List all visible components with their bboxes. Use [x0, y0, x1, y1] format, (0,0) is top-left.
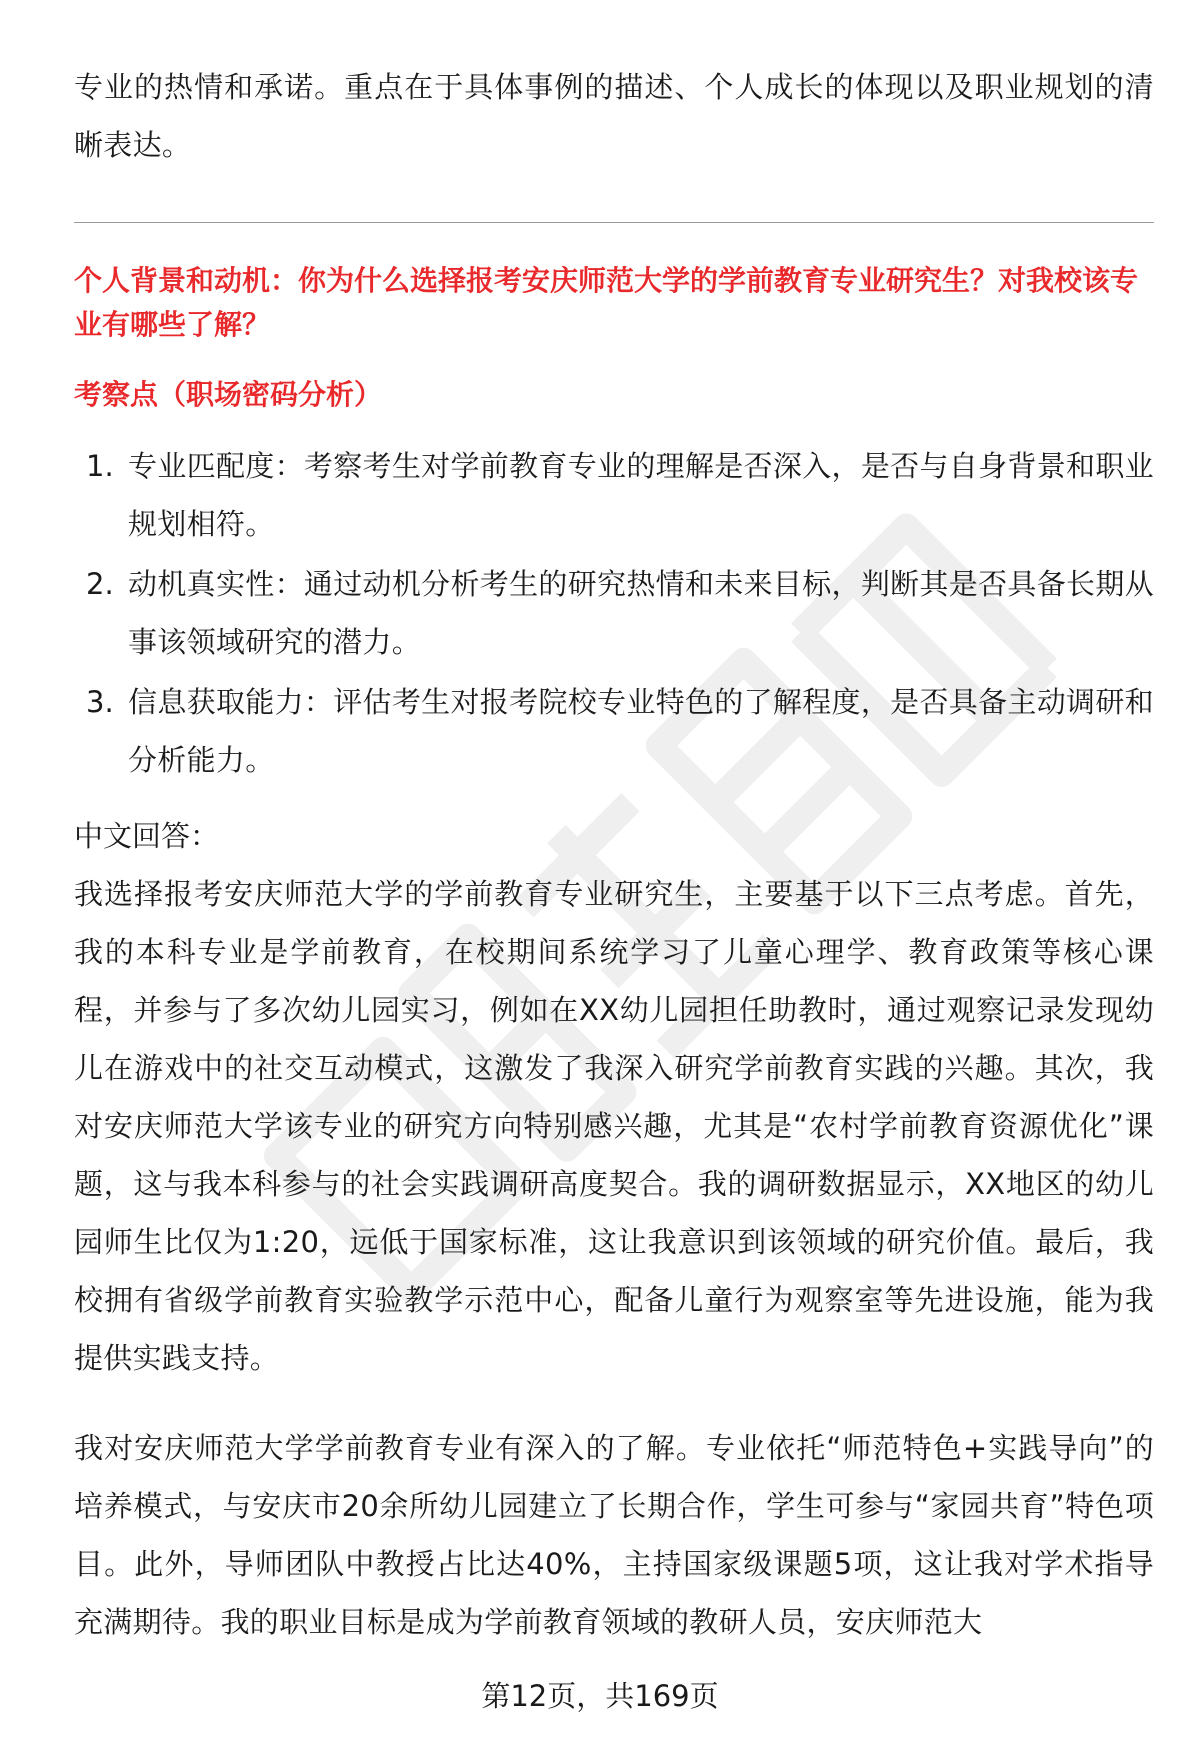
answer-paragraph-1: 我选择报考安庆师范大学的学前教育专业研究生，主要基于以下三点考虑。首先，我的本科专业是学前教育，在校期间系统学习了儿童心理学、教育政策等核心课程，并参与了多次幼儿园实习，例如在XX幼儿园担任助教时，通过观察记录发现幼儿在游戏中的社交互动模式，这激发了我深入研究学前教育实践的兴趣。其次，我对安庆师范大学该专业的研究方向特别感兴趣，尤其是“农村学前教育资源优化”课题，这与我本科参与的社会实践调研高度契合。我的调研数据显示，XX地区的幼儿园师生比仅为1:20，远低于国家标准，这让我意识到该领域的研究价值。最后，我校拥有省级学前教育实验教学示范中心，配备儿童行为观察室等先进设施，能为我提供实践支持。 [74, 877, 1154, 1375]
intro-paragraph: 专业的热情和承诺。重点在于具体事例的描述、个人成长的体现以及职业规划的清晰表达。 [74, 70, 1154, 162]
paragraph-gap [74, 1387, 1154, 1419]
list-item [74, 437, 1154, 553]
list-item-text: 信息获取能力：评估考生对报考院校专业特色的了解程度，是否具备主动调研和分析能力。 [128, 685, 1154, 777]
section-divider [74, 222, 1154, 223]
page-number-footer: 第12页，共169页 [481, 1679, 719, 1713]
list-item-number: 3. [86, 685, 114, 719]
answer-title: 中文回答： [74, 819, 220, 853]
list-item [74, 673, 1154, 789]
question-heading: 个人背景和动机：你为什么选择报考安庆师范大学的学前教育专业研究生？对我校该专业有哪些了解？ [74, 264, 1139, 341]
list-item [74, 555, 1154, 671]
list-item-text: 动机真实性：通过动机分析考生的研究热情和未来目标，判断其是否具备长期从事该领域研究的潜力。 [128, 567, 1154, 659]
list-item-number: 2. [86, 567, 114, 601]
assessment-list [74, 437, 1154, 789]
list-item-number: 1. [86, 449, 114, 483]
document-content [74, 58, 1154, 1651]
list-item-text: 专业匹配度：考察考生对学前教育专业的理解是否深入，是否与自身背景和职业规划相符。 [128, 449, 1154, 541]
assessment-heading: 考察点（职场密码分析） [74, 378, 383, 411]
answer-paragraph-2: 我对安庆师范大学学前教育专业有深入的了解。专业依托“师范特色+实践导向”的培养模式，与安庆市20余所幼儿园建立了长期合作，学生可参与“家园共育”特色项目。此外，导师团队中教授占比达40%，主持国家级课题5项，这让我对学术指导充满期待。我的职业目标是成为学前教育领域的教研人员，安庆师范大 [74, 1431, 1154, 1639]
